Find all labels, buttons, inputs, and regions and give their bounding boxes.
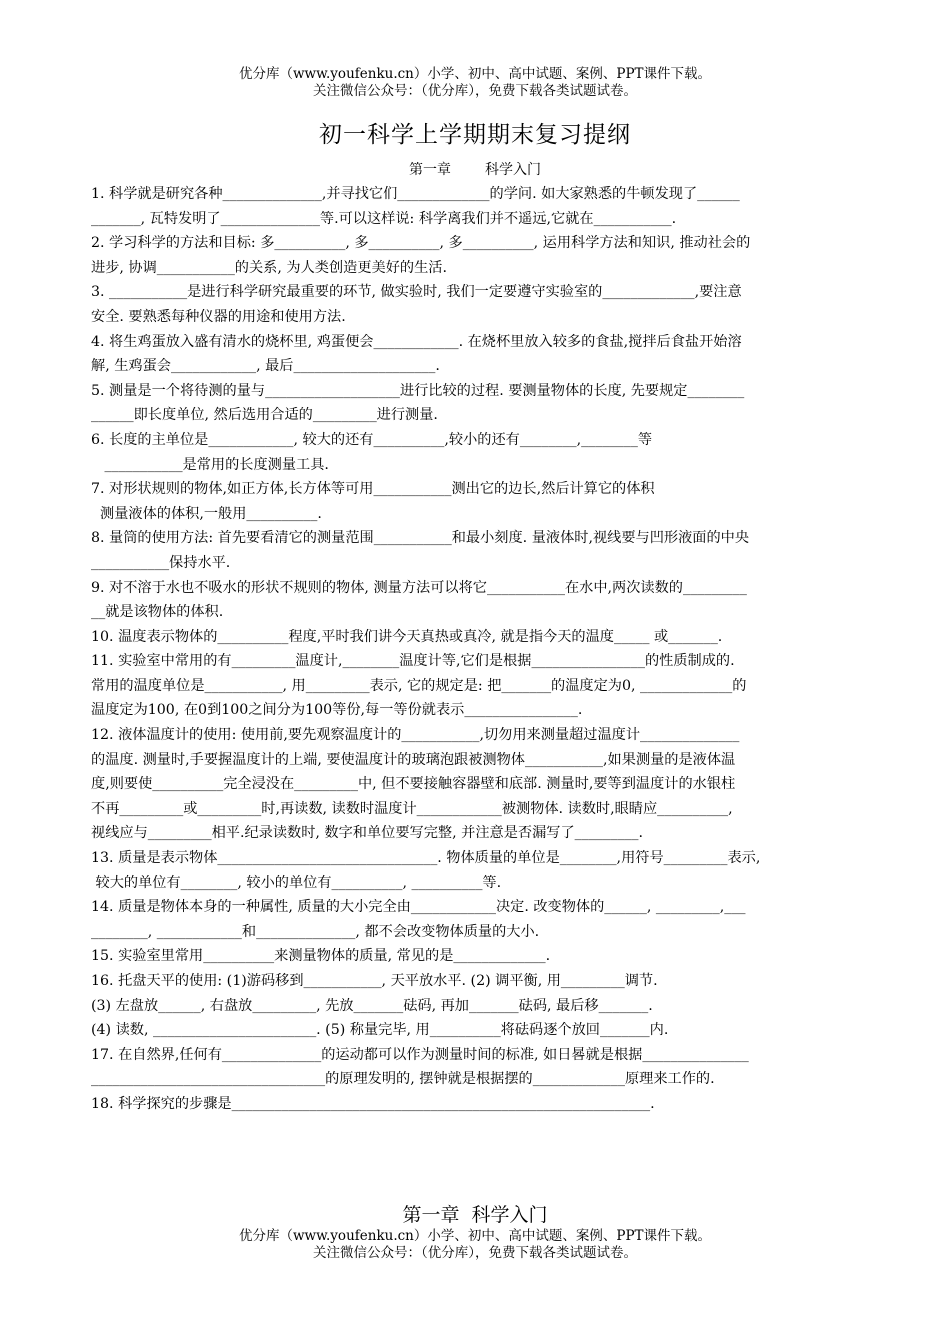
- text-line: 的温度. 测量时,手要握温度计的上端, 要使温度计的玻璃泡跟被测物体___________,如果测量的是液体温: [91, 751, 736, 768]
- text-line: 测量液体的体积,一般用__________.: [91, 505, 322, 522]
- text-line: 10. 温度表示物体的__________程度,平时我们讲今天真热或真冷, 就是指今天的温度_____ 或_______.: [91, 628, 723, 645]
- text-line: (3) 左盘放______, 右盘放_________, 先放_______砝码, 再加_______砝码, 最后移_______.: [91, 997, 653, 1014]
- text-line: 温度定为100, 在0到100之间分为100等份,每一等份就表示________________.: [91, 702, 583, 719]
- text-line: ______即长度单位, 然后选用合适的_________进行测量.: [91, 407, 438, 424]
- text-line: 常用的温度单位是___________, 用_________表示, 它的规定是: 把_______的温度定为0, _____________的: [91, 677, 747, 694]
- chapter-heading: [0, 159, 950, 179]
- text-line: 视线应与_________相平.纪录读数时, 数字和单位要写完整, 并注意是否漏写了_________.: [91, 825, 643, 842]
- text-line: 9. 对不溶于水也不吸水的形状不规则的物体, 测量方法可以将它___________在水中,两次读数的_________: [91, 579, 747, 596]
- page-header: [0, 66, 950, 100]
- text-line: 8. 量筒的使用方法: 首先要看清它的测量范围___________和最小刻度. 量液体时,视线要与凹形液面的中央: [91, 530, 750, 547]
- text-line: 12. 液体温度计的使用: 使用前,要先观察温度计的___________,切勿用来测量超过温度计______________: [91, 727, 740, 744]
- text-line: 11. 实验室中常用的有_________温度计,________温度计等,它们是根据________________的性质制成的.: [91, 653, 735, 670]
- text-line: 16. 托盘天平的使用: (1)游码移到___________, 天平放水平. (2) 调平衡, 用_________调节.: [91, 973, 658, 989]
- text-line: 15. 实验室里常用__________来测量物体的质量, 常见的是_____________.: [91, 948, 551, 965]
- text-line: ________, ____________和______________, 都不会改变物体质量的大小.: [91, 923, 540, 940]
- text-line: 6. 长度的主单位是____________, 较大的还有__________,较小的还有________,________等: [91, 431, 653, 448]
- text-line: 安全. 要熟悉每种仪器的用途和使用方法.: [91, 308, 346, 325]
- header-line-1: 优分库（www.youfenku.cn）小学、初中、高中试题、案例、PPT课件下载。: [238, 66, 712, 82]
- text-line: __就是该物体的体积.: [91, 604, 224, 621]
- text-line: 5. 测量是一个将待测的量与___________________进行比较的过程. 要测量物体的长度, 先要规定________: [91, 382, 745, 399]
- text-line: 18. 科学探究的步骤是___________________________________________________________.: [91, 1095, 655, 1112]
- text-line: 13. 质量是表示物体_______________________________. 物体质量的单位是________,用符号_________表示,: [91, 850, 761, 867]
- text-line: (4) 读数, _______________________. (5) 称量完毕, 用__________将砝码逐个放回_______内.: [91, 1022, 669, 1039]
- text-line: ___________是常用的长度测量工具.: [91, 456, 329, 473]
- question-list: [91, 182, 861, 1117]
- text-line: 4. 将生鸡蛋放入盛有清水的烧杯里, 鸡蛋便会____________. 在烧杯里放入较多的食盐,搅拌后食盐开始溶: [91, 333, 742, 350]
- text-line: ___________保持水平.: [91, 554, 231, 571]
- text-line: 2. 学习科学的方法和目标: 多__________, 多__________, 多__________, 运用科学方法和知识, 推动社会的: [91, 235, 751, 252]
- text-line: 不再_________或_________时,再读数, 读数时温度计____________被测物体. 读数时,眼睛应__________,: [91, 800, 733, 817]
- page-footer: [0, 1228, 950, 1262]
- footer-chapter-name: 科学入门: [471, 1204, 548, 1226]
- footer-line-2: 关注微信公众号：（优分库），免费下载各类试题试卷。: [313, 1245, 637, 1261]
- text-line: _______, 瓦特发明了______________等.可以这样说: 科学离我们并不遥远,它就在___________.: [91, 210, 677, 227]
- document-title: 初一科学上学期期末复习提纲: [319, 122, 631, 148]
- header-line-2: 关注微信公众号：（优分库），免费下载各类试题试卷。: [313, 83, 637, 99]
- text-line: 解, 生鸡蛋会____________, 最后____________________.: [91, 358, 440, 375]
- footer-line-1: 优分库（www.youfenku.cn）小学、初中、高中试题、案例、PPT课件下载。: [238, 1228, 712, 1244]
- text-line: 14. 质量是物体本身的一种属性, 质量的大小完全由____________决定. 改变物体的______, _________,___: [91, 899, 746, 916]
- chapter-number: 第一章: [409, 162, 451, 178]
- footer-chapter: [0, 1200, 950, 1227]
- text-line: 1. 科学就是研究各种______________,并寻找它们_____________的学问. 如大家熟悉的牛顿发现了______: [91, 186, 740, 202]
- text-line: _________________________________的原理发明的, 摆钟就是根据摆的_____________原理来工作的.: [91, 1071, 715, 1088]
- text-line: 较大的单位有________, 较小的单位有__________, __________等.: [91, 874, 502, 891]
- footer-chapter-number: 第一章: [402, 1204, 460, 1226]
- text-line: 进步, 协调___________的关系, 为人类创造更美好的生活.: [91, 259, 447, 276]
- text-line: 7. 对形状规则的物体,如正方体,长方体等可用___________测出它的边长,然后计算它的体积: [91, 481, 655, 498]
- text-line: 17. 在自然界,任何有______________的运动都可以作为测量时间的标准, 如日晷就是根据_______________: [91, 1046, 749, 1063]
- chapter-name: 科学入门: [485, 162, 541, 178]
- text-line: 度,则要使__________完全浸没在_________中, 但不要接触容器壁和底部. 测量时,要等到温度计的水银柱: [91, 776, 736, 793]
- text-line: 3. ___________是进行科学研究最重要的环节, 做实验时, 我们一定要遵守实验室的_____________,要注意: [91, 284, 742, 301]
